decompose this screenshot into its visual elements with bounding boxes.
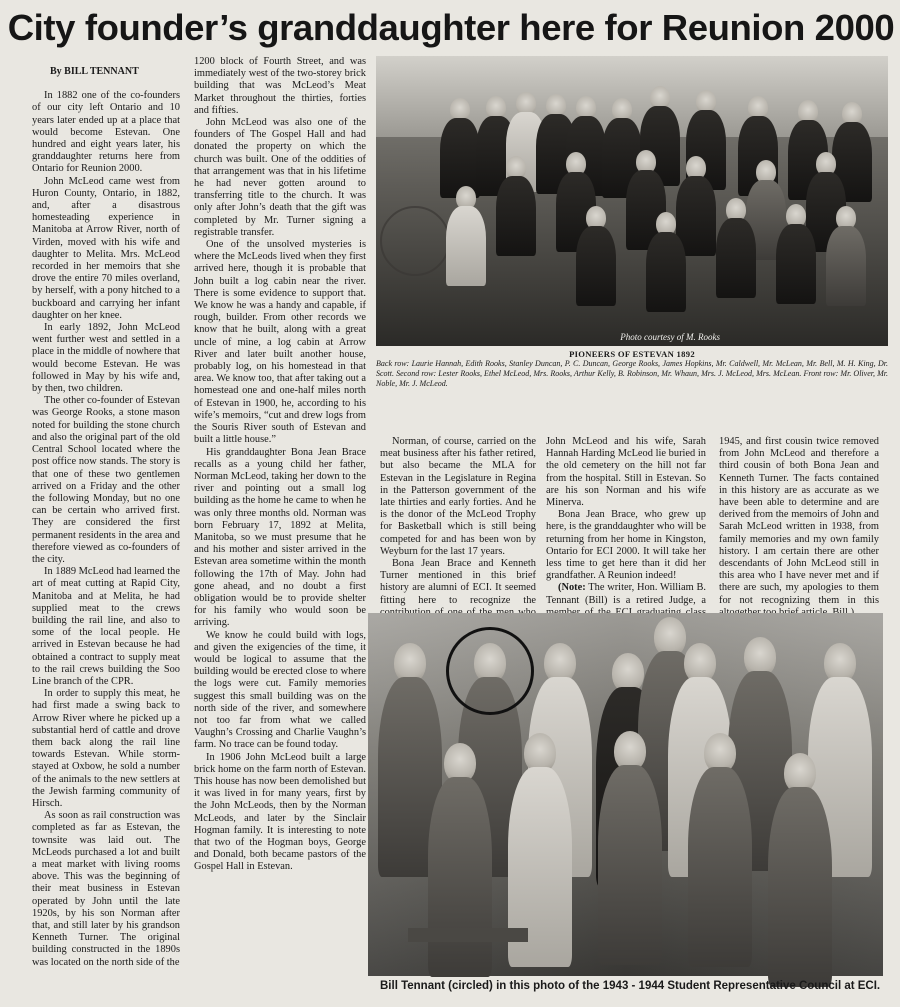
article-column-4 <box>546 436 706 608</box>
paragraph: Bona Jean Brace and Kenneth Turner mentioned in this brief history are alumni of ECI. It seemed fitting here to recognize the <box>380 558 536 606</box>
article-column-5 <box>719 436 879 608</box>
paragraph: In early 1892, John McLeod went further west and settled in a place in the middle of nowhere that would become Estevan. He was followed in May by his wife and, by then, two children. <box>32 322 180 395</box>
note-text: The writer, Hon. William B. Tennant (Bill) is a retired Judge, a <box>546 582 706 606</box>
photo-credit: Photo courtesy of M. Rooks <box>620 332 720 342</box>
paragraph: John McLeod and his wife, Sarah Hannah Harding McLeod lie buried in the old cemetery on the hill not far from the hospital. Still in Estevan. So are his son Norman and his wife Minerva. <box>546 436 706 509</box>
paragraph: The other co-founder of Estevan was George Rooks, a stone mason noted for building the stone church and also the original part of the old Central School located where the post office now stands. The story is that one of these two gentlemen arrived on a Friday and the other the following Monday, but no one can be certain who arrived first. They are considered the first permanent residents in the area and therefore viewed as co-founders of the city. <box>32 395 180 565</box>
paragraph: His granddaughter Bona Jean Brace recalls as a young child her father, Norman McLeod, taking her down to the river and pointing out a small log building as the home he came to when he was only three months old. Norman was born February 17, 1892 at Melita, Manitoba, so we must presume that he and his mother and sister arrived in the Estevan area sometime within the month following the 17th of May. John had gone ahead, and no doubt a first obligation would be to provide shelter for his family who would soon be arriving. <box>194 446 366 629</box>
paragraph: 1945, and first cousin twice removed from John McLeod and therefore a third cousin of both Bona Jean and Kenneth Turner. The facts contained in this history are as accurate as we have been able to determine and are derived from the memoirs of John and Sarah McLeod written in 1938, from family memories and my own family history. I am certain there are other descendants of John McLeod still in this area who I have never met and if there are such, my apologies to them for not recognizing them in this <box>719 436 879 606</box>
paragraph: In 1882 one of the co-founders of our city left Ontario and 10 years later ended up at a place that would become Estevan. One hundred and eight years later, his granddaughter returns here from Ontario for Reunion 2000. <box>32 90 180 175</box>
paragraph: In order to supply this meat, he had first made a swing back to Arrow River where he picked up a substantial herd of cattle and drove them back along the rail line towards Estevan. While storm-stayed at Oxbow, he sold a number of the animals to the new settlers at the Jewish farming community of Hirsch. <box>32 688 180 809</box>
paragraph: 1200 block of Fourth Street, and was immediately west of the two-storey brick building that was McLeod’s Meat Market throughout the thirties, forties and fifties. <box>194 56 366 116</box>
pioneers-photo <box>376 56 888 346</box>
paragraph: In 1889 McLeod had learned the art of meat cutting at Rapid City, Manitoba and at Melita, he had supplied meat to the crews building the rail line, and also to some of the local people. He arrived in Estevan because he had obtained a contract to supply meat to the rail crews building the Soo Line branch of the CPR. <box>32 566 180 687</box>
highlight-circle <box>446 627 534 715</box>
paragraph: In 1906 John McLeod built a large brick home on the farm north of Estevan. This house has now been demolished but it was lived in for many years, first by the John McLeods, then by the Norman McLeods, and later by the Sinclair Hogman family. It is interesting to note that two of the Hogman boys, George and Donald, both became pastors of the Gospel Hall in Estevan. <box>194 751 366 873</box>
article-column-2 <box>194 56 366 1006</box>
paragraph: John McLeod was also one of the founders of The Gospel Hall and had donated the property on which the church was built. One of the oddities of that arrangement was that in his lifetime he had never gotten around to transferring title to the church. It was only after John’s death that the gift was completed by Mr. Turner signing a registrable transfer. <box>194 117 366 238</box>
byline: By BILL TENNANT <box>50 66 139 77</box>
paragraph: One of the unsolved mysteries is where the McLeods lived when they first arrived here, though it is probable that John built a log cabin near the river. There is some evidence to support that. We know he was a handy and capable, if rough, builder. From other records we know that he built, along with a great uncle of mine, a log cabin at Arrow River and later built another house, probably log, on his homestead in that area. We know too, that after taking out a homestead one and one-half miles north of Estevan in 1900, he, according to his wife’s memoirs, “cut and drew logs from the Souris River south of Estevan and built a little house.” <box>194 239 366 446</box>
paragraph: Norman, of course, carried on the meat business after his father retired, but also became the MLA for Estevan in the Legislature in Regina in the Patterson government of the late thirties and early forties. And he is the donor of the McLeod Trophy for Basketball which is still being competed for and has been won by Weyburn for the last 17 years. <box>380 436 536 557</box>
photo-caption-title: PIONEERS OF ESTEVAN 1892 <box>569 349 695 359</box>
student-council-photo <box>368 613 883 976</box>
paragraph: We know he could build with logs, and given the exigencies of the time, it would be logical to assume that the building would be erected close to where the logs were cut. Family memories suggest this small building was on the north side of the river, and somewhere not too far from what we called Vaughn’s Crossing and Charlie Vaughn’s farm. No trace can be found today. <box>194 629 366 751</box>
bench-shape <box>408 928 528 942</box>
baby-carriage-shape <box>380 206 450 276</box>
photo-caption: Bill Tennant (circled) in this photo of the 1943 - 1944 Student Representative Council at ECI. <box>380 980 881 992</box>
photo-caption: Back row: Laurie Hannah, Edith Rooks, Stanley Duncan, P. C. Duncan, George Rooks, James Hopkins, Mr. Caldwell, Mr. McLean, Mr. Bell, M. H. King, Dr. Scott. Second row: Lester Rooks, Ethel McLeod, Mrs. Rooks, Arthur Kelly, B. Robinson, Mr. Whaun, Mrs. J. McLeod, Mrs. McLean. Front row: Mr. Oliver, Mr. Noble, Mr. J. McLeod. <box>376 359 888 388</box>
note-label: (Note: <box>558 582 586 594</box>
article-column-1 <box>32 56 180 1006</box>
paragraph: Bona Jean Brace, who grew up here, is the granddaughter who will be returning from her home in Kingston, Ontario for ECI 2000. It will take her less time to get here than it did her grandfather. A Reunion indeed! <box>546 509 706 582</box>
headline: City founder’s granddaughter here for Reunion 2000 <box>7 7 895 48</box>
paragraph: As soon as rail construction was completed as far as Estevan, the townsite was laid out. The McLeods purchased a lot and built a meat market with living rooms above. This was the beginning of their meat business in Estevan operated by John until the late 1920s, by his son Norman after that, and still later by his grandson Kenneth Turner. The original building constructed in the 1890s was located on the north side of the <box>32 810 180 968</box>
paragraph: John McLeod came west from Huron County, Ontario, in 1882, and, after a disastrous homesteading experience in Manitoba at Arrow River, north of Virden, moved with his wife and daughter to Melita. Mrs. McLeod recorded in her memoirs that she drove the entire 70 miles overland, by herself, with a pony hitched to a buckboard and carrying her infant daughter on her knee. <box>32 175 180 321</box>
article-column-3 <box>380 436 536 608</box>
